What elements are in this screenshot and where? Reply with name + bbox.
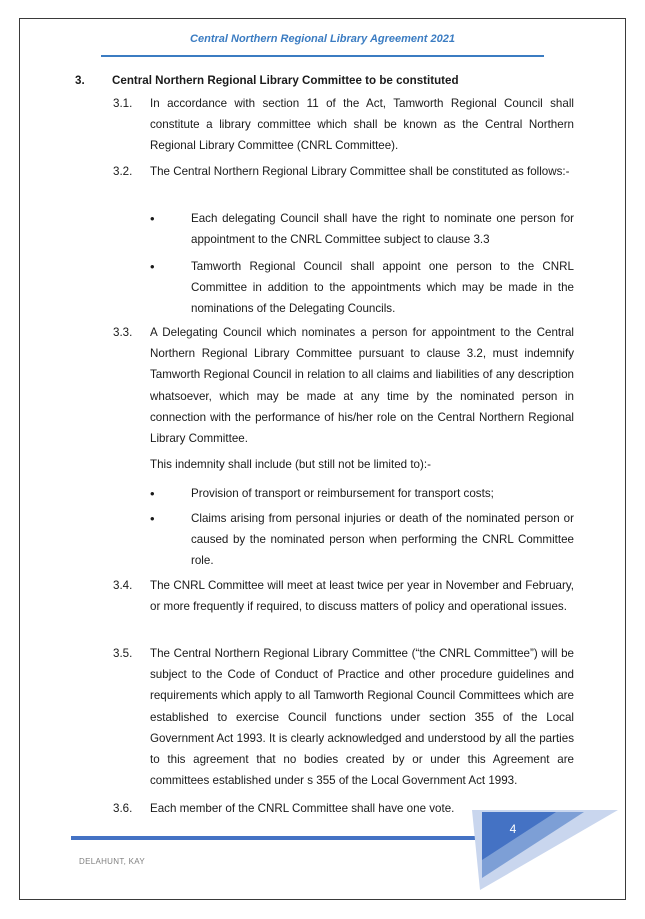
page-number: 4 [509, 822, 517, 836]
clause-text: The Central Northern Regional Library Committee shall be constituted as follows:- [150, 165, 570, 178]
clause-number: 3.2. [113, 165, 133, 178]
clause-number: 3.4. [113, 579, 133, 592]
bullet-text: Tamworth Regional Council shall appoint one person to the CNRL Committee in addition to the appointments which may be made in the nominations of the Delegating Councils. [191, 260, 574, 316]
clause-text: In accordance with section 11 of the Act, Tamworth Regional Council shall constitute a library committee which shall be known as the Central Northern Regional Library Committee (CNRL Committee). [150, 97, 574, 153]
clause-subtext: This indemnity shall include (but still not be limited to):- [150, 458, 431, 471]
clause-text: The Central Northern Regional Library Committee (“the CNRL Committee”) will be subject to the Code of Conduct of Practice and other procedure guidelines and requirements which apply to all Tamworth Regional Council Committees which are established to exercise Council functions under section 355 of the Local Government Act 1993. It is clearly acknowledged and understood by all the parties to this agreement that no bodies created by or under this Agreement are committees established under s 355 of the Local Government Act 1993. [150, 647, 574, 788]
bullet-icon: • [150, 211, 155, 226]
clause-number: 3.1. [113, 97, 133, 110]
bullet-text: Provision of transport or reimbursement for transport costs; [191, 487, 494, 500]
header-title: Central Northern Regional Library Agreement 2021 [190, 33, 455, 45]
clause-text: Each member of the CNRL Committee shall have one vote. [150, 802, 455, 815]
bullet-icon: • [150, 486, 155, 501]
bullet-icon: • [150, 259, 155, 274]
clause-number: 3.3. [113, 326, 133, 339]
section-title: Central Northern Regional Library Committee to be constituted [112, 74, 459, 87]
clause-number: 3.6. [113, 802, 133, 815]
section-number: 3. [75, 74, 85, 87]
bullet-text: Each delegating Council shall have the right to nominate one person for appointment to the CNRL Committee subject to clause 3.3 [191, 212, 574, 247]
bullet-icon: • [150, 511, 155, 526]
clause-text: The CNRL Committee will meet at least twice per year in November and February, or more frequently if required, to discuss matters of policy and operational issues. [150, 579, 574, 614]
clause-number: 3.5. [113, 647, 133, 660]
bullet-text: Claims arising from personal injuries or death of the nominated person or caused by the nominated person when performing the CNRL Committee role. [191, 512, 574, 568]
clause-text: A Delegating Council which nominates a person for appointment to the Central Northern Regional Library Committee pursuant to clause 3.2, must indemnify Tamworth Regional Council in relation to all claims and liabilities of any description whatsoever, which may be made at any time by the nominated person in connection with the performance of his/her role on the Central Northern Regional Library Committee. [150, 326, 574, 446]
footer-author: DELAHUNT, KAY [79, 857, 145, 866]
